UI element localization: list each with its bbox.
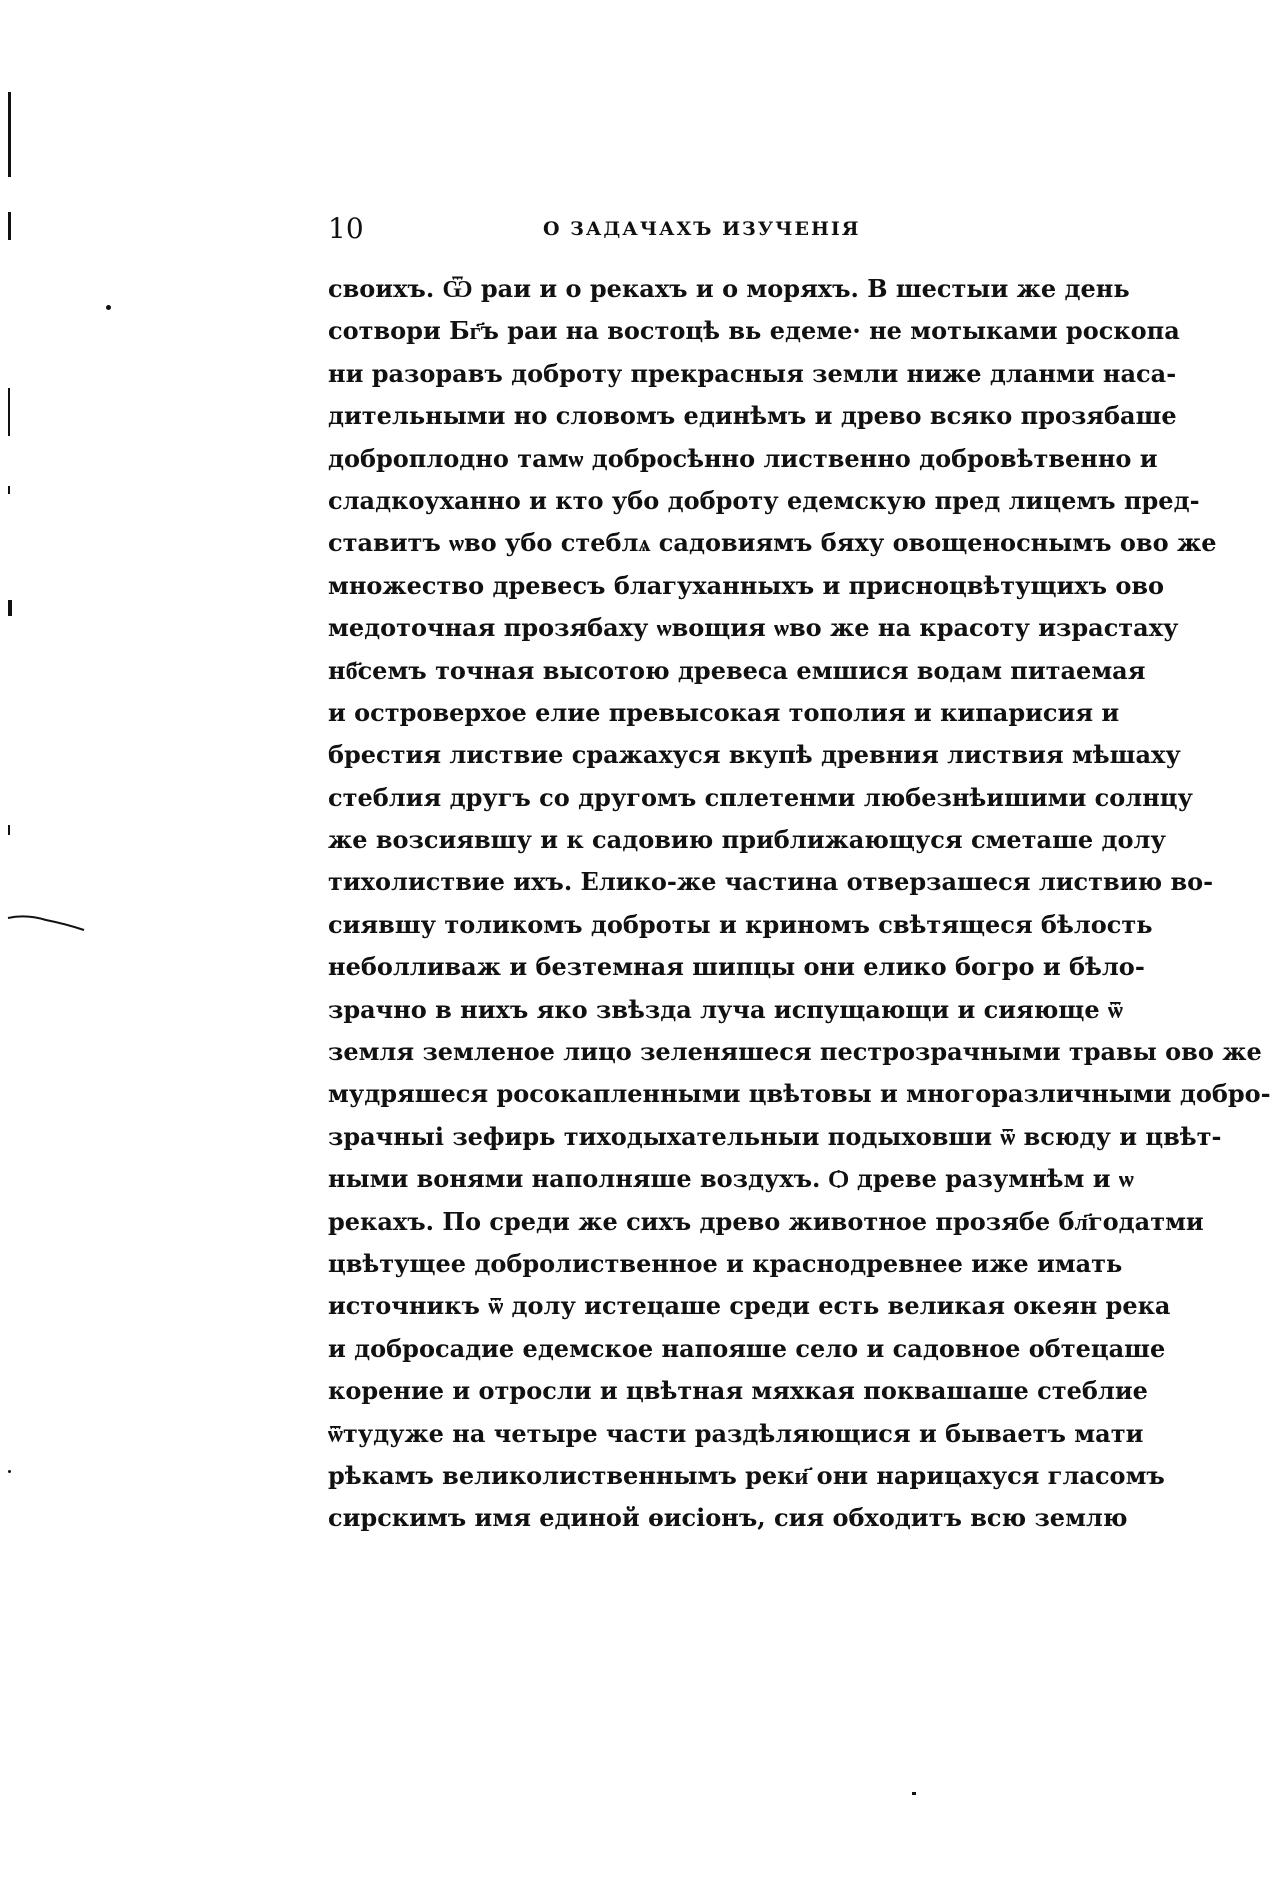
running-head	[328, 212, 1098, 246]
scan-artifact-mark	[8, 486, 10, 494]
scan-artifact-dot	[106, 305, 111, 310]
text-line: земля земленое лицо зеленяшеся пестрозрачными травы ово же	[328, 1037, 1262, 1067]
text-line: ни разоравъ доброту прекрасныя земли ниже дланми наса-	[328, 358, 1177, 388]
text-line: же возсиявшу и к садовию приближающуся сметаше долу	[328, 825, 1166, 855]
text-line: цвѣтущее добролиственное и краснодревнее иже имать	[328, 1248, 1123, 1278]
scan-artifact-mark	[8, 388, 10, 436]
scan-artifact-mark	[8, 600, 12, 616]
text-line: сотвори Бг҃ъ раи на востоцѣ вь едеме· не мотыками роскопа	[328, 316, 1180, 346]
text-line: нб҃семъ точная высотою древеса емшися водам питаемая	[328, 655, 1146, 685]
text-line: зрачно в нихъ яко звѣзда луча испущающи и сияюще ѿ	[328, 994, 1123, 1024]
running-title: О ЗАДАЧАХЪ ИЗУЧЕНІЯ	[543, 218, 861, 240]
scan-artifact-dot	[8, 1470, 11, 1473]
text-line: сирскимъ имя единой ѳисіонъ, сия обходитъ всю землю	[328, 1503, 1128, 1533]
text-line: ставитъ ѡво убо стеблѧ садовиямъ бяху овощеноснымъ ово же	[328, 528, 1217, 558]
text-line: корение и отросли и цвѣтная мяхкая поквашаше стеблие	[328, 1376, 1148, 1406]
text-line: своихъ. Ѿ раи и о рекахъ и о моряхъ. В шестыи же день	[328, 274, 1130, 303]
text-line: тихолиствие ихъ. Елико-же частина отверзашеся листвию во-	[328, 867, 1214, 897]
scan-artifact-mark	[8, 92, 11, 177]
text-line: неболливаж и безтемная шипцы они елико богро и бѣло-	[328, 952, 1145, 982]
page-number: 10	[328, 212, 364, 245]
text-line: ными вонями наполняше воздухъ. Ѻ древе разумнѣм и ѡ	[328, 1164, 1134, 1194]
text-line: и островерхое елие превысокая тополия и кипарисия и	[328, 697, 1120, 727]
scan-artifact-dot	[912, 1792, 916, 1795]
text-line: мудряшеся росокапленными цвѣтовы и многоразличными добро-	[328, 1079, 1271, 1109]
text-line: рѣкамъ великолиственнымъ реки҃ они нарицахуся гласомъ	[328, 1460, 1165, 1490]
text-line: сладкоуханно и кто убо доброту едемскую пред лицемъ пред-	[328, 485, 1200, 515]
text-line: брестия листвие сражахуся вкупѣ древния листвия мѣшаху	[328, 740, 1181, 770]
text-line: зрачныі зефирь тиходыхательныи подыховши ѿ всюду и цвѣт-	[328, 1121, 1222, 1151]
text-line: дительными но словомъ единѣмъ и древо всяко прозябаше	[328, 401, 1177, 431]
text-line: и добросадие едемское напояше село и садовное обтецаше	[328, 1333, 1166, 1363]
text-line: ѿтудуже на четыре части раздѣляющися и бываетъ мати	[328, 1418, 1144, 1448]
scan-artifact-mark	[8, 825, 10, 835]
scan-artifact-scratch	[6, 910, 86, 932]
text-line: источникъ ѿ долу истецаше среди есть великая океян река	[328, 1291, 1171, 1321]
text-line: множество древесъ благуханныхъ и присноцвѣтущихъ ово	[328, 570, 1165, 600]
text-line: рекахъ. По среди же сихъ древо животное прозябе бл҃годатми	[328, 1206, 1204, 1236]
text-line: доброплодно тамѡ добросѣнно лиственно добровѣтвенно и	[328, 443, 1158, 473]
text-line: сиявшу толикомъ доброты и криномъ свѣтящеся бѣлость	[328, 909, 1153, 939]
scan-artifact-mark	[8, 212, 11, 240]
text-body	[328, 268, 1271, 1540]
text-line: стеблия другъ со другомъ сплетенми любезнѣишими солнцу	[328, 782, 1193, 812]
text-line: медоточная прозябаху ѡвощия ѡво же на красоту израстаху	[328, 613, 1179, 643]
